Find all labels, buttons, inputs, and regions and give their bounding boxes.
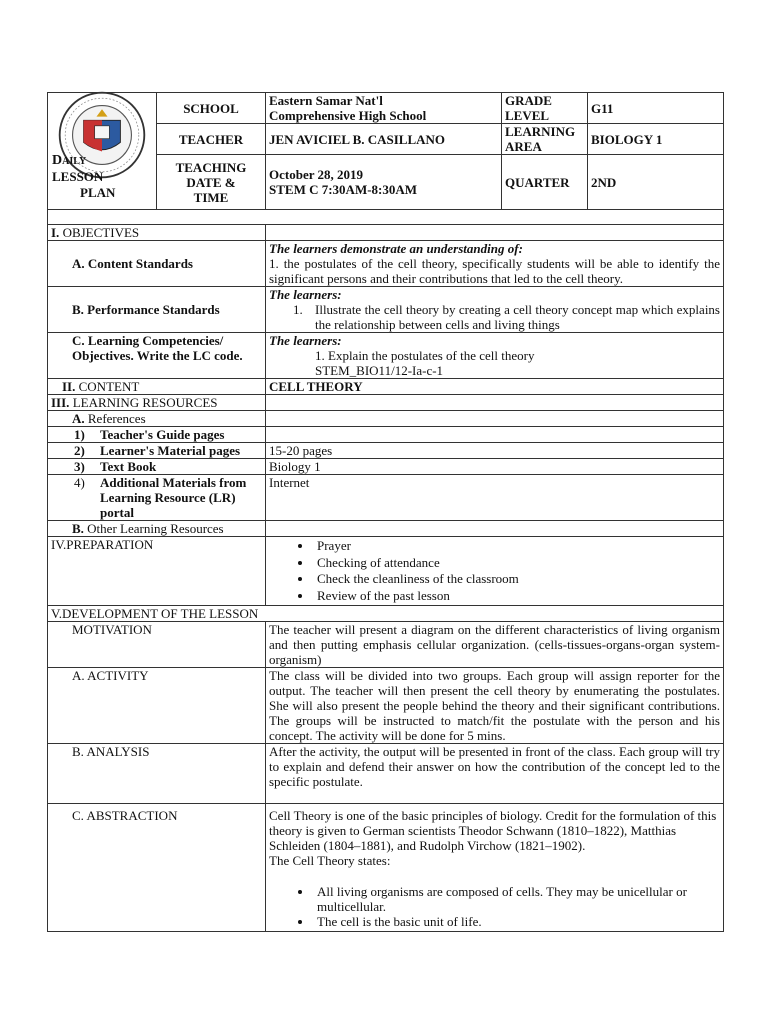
objectives-heading: I. OBJECTIVES bbox=[48, 225, 266, 241]
abstraction-item: • All living organisms are composed of cells. They may be unicellular or multicellular. bbox=[313, 884, 720, 914]
teacher-value: JEN AVICIEL B. CASILLANO bbox=[266, 124, 502, 155]
resource-row-1 bbox=[48, 427, 724, 443]
lesson-plan-table bbox=[47, 92, 724, 932]
preparation-item: • Review of the past lesson bbox=[313, 588, 720, 605]
grade-value: G11 bbox=[588, 93, 724, 124]
header-row-school bbox=[48, 93, 724, 124]
learning-competencies-value: The learners: 1. Explain the postulates of the cell theory STEM_BIO11/12-Ia-c-1 bbox=[266, 333, 724, 379]
area-value: BIOLOGY 1 bbox=[588, 124, 724, 155]
resource-value-1 bbox=[266, 427, 724, 443]
quarter-label: QUARTER bbox=[502, 155, 588, 210]
abstraction-label: C. ABSTRACTION bbox=[48, 804, 266, 932]
preparation-row bbox=[48, 537, 724, 606]
content-value: CELL THEORY bbox=[266, 379, 724, 395]
school-label: SCHOOL bbox=[157, 93, 266, 124]
motivation-label: MOTIVATION bbox=[48, 622, 266, 668]
activity-row bbox=[48, 668, 724, 744]
activity-text: The class will be divided into two groups. Each group will assign reporter for the output. The teacher will then present the cell theory by enumerating the postulates. She will also present the people behind the theory and their significant contributions. The groups will be instructed to match/fit the postulate with the person and his concept. The activity will be done for 5 mins. bbox=[266, 668, 724, 744]
resource-row-2 bbox=[48, 443, 724, 459]
performance-standards-label: B. Performance Standards bbox=[48, 287, 266, 333]
analysis-row bbox=[48, 744, 724, 804]
resource-row-4 bbox=[48, 475, 724, 521]
resources-heading: III. LEARNING RESOURCES bbox=[48, 395, 266, 411]
content-standards-label: A. Content Standards bbox=[48, 241, 266, 287]
area-label: LEARNING AREA bbox=[502, 124, 588, 155]
abstraction-item: • The cell is the basic unit of life. bbox=[313, 914, 720, 929]
spacer-row bbox=[48, 210, 724, 225]
preparation-item: • Checking of attendance bbox=[313, 555, 720, 572]
resource-label-2: 2) Learner's Material pages bbox=[48, 443, 266, 459]
activity-label: A. ACTIVITY bbox=[48, 668, 266, 744]
preparation-item: • Prayer bbox=[313, 538, 720, 555]
resource-value-2: 15-20 pages bbox=[266, 443, 724, 459]
performance-standards-value: The learners: 1. Illustrate the cell theory by creating a cell theory concept map which explains the relationship between cells and living things bbox=[266, 287, 724, 333]
motivation-text: The teacher will present a diagram on the different characteristics of living organism and then putting emphasis cellular organization. (cells-tissues-organs-organ system-organism) bbox=[266, 622, 724, 668]
resource-label-4: 4) Additional Materials from Learning Resource (LR) portal bbox=[48, 475, 266, 521]
references-label: A. References bbox=[48, 411, 266, 427]
resource-label-1: 1) Teacher's Guide pages bbox=[48, 427, 266, 443]
learning-competencies-label: C. Learning Competencies/ Objectives. Write the LC code. bbox=[48, 333, 266, 379]
teacher-label: TEACHER bbox=[157, 124, 266, 155]
motivation-row bbox=[48, 622, 724, 668]
references-row bbox=[48, 411, 724, 427]
content-standards-value: The learners demonstrate an understanding of: 1. the postulates of the cell theory, specifically students will be able to identify the significant persons and their contributions that led to the cell theory. bbox=[266, 241, 724, 287]
dlp-title: Daily LESSON PLAN bbox=[52, 153, 116, 200]
abstraction-content bbox=[266, 804, 724, 932]
objectives-heading-row bbox=[48, 225, 724, 241]
abstraction-row bbox=[48, 804, 724, 932]
other-resources-row bbox=[48, 521, 724, 537]
resource-value-4: Internet bbox=[266, 475, 724, 521]
grade-label: GRADE LEVEL bbox=[502, 93, 588, 124]
other-resources-label: B. Other Learning Resources bbox=[48, 521, 266, 537]
performance-standards-row bbox=[48, 287, 724, 333]
quarter-value: 2ND bbox=[588, 155, 724, 210]
date-value: October 28, 2019 STEM C 7:30AM-8:30AM bbox=[266, 155, 502, 210]
resources-heading-row bbox=[48, 395, 724, 411]
abstraction-text: Cell Theory is one of the basic principles of biology. Credit for the formulation of this theory is given to German scientists Theodor Schwann (1810–1822), Matthias Schleiden (1804–1881), and Rudolph Virchow (1821–1902). bbox=[269, 808, 717, 853]
date-label: TEACHING DATE & TIME bbox=[157, 155, 266, 210]
content-label: II. CONTENT bbox=[48, 379, 266, 395]
development-heading: V.DEVELOPMENT OF THE LESSON bbox=[48, 606, 724, 622]
learning-competencies-row bbox=[48, 333, 724, 379]
abstraction-states: The Cell Theory states: bbox=[269, 853, 391, 868]
analysis-label: B. ANALYSIS bbox=[48, 744, 266, 804]
resource-label-3: 3) Text Book bbox=[48, 459, 266, 475]
lesson-plan-document bbox=[47, 92, 723, 932]
development-heading-row bbox=[48, 606, 724, 622]
analysis-text: After the activity, the output will be presented in front of the class. Each group will try to explain and defend their answer on how the contribution of the concept led to the specific postulate. bbox=[266, 744, 724, 804]
school-value: Eastern Samar Nat'l Comprehensive High School bbox=[266, 93, 502, 124]
preparation-list bbox=[266, 537, 724, 606]
content-standards-row bbox=[48, 241, 724, 287]
preparation-item: • Check the cleanliness of the classroom bbox=[313, 571, 720, 588]
resource-value-3: Biology 1 bbox=[266, 459, 724, 475]
content-row bbox=[48, 379, 724, 395]
dlp-logo-cell bbox=[48, 93, 157, 210]
preparation-label: IV.PREPARATION bbox=[48, 537, 266, 606]
resource-row-3 bbox=[48, 459, 724, 475]
